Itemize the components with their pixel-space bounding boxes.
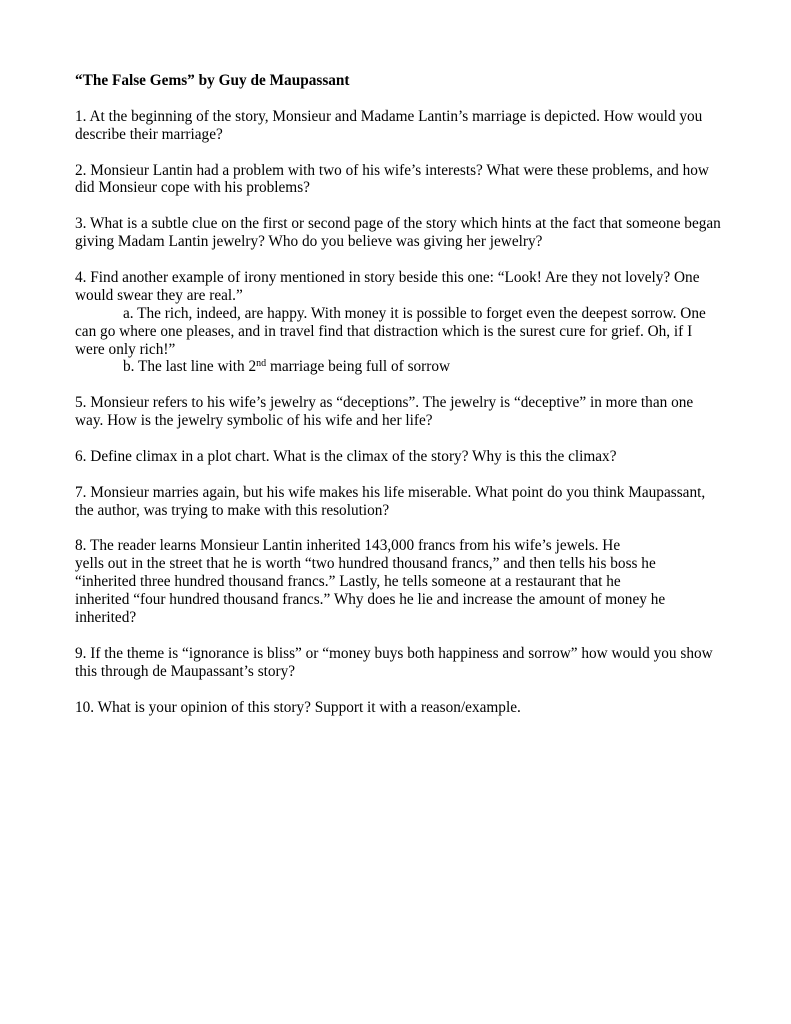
question-text: 5. Monsieur refers to his wife’s jewelry as “deceptions”. The jewelry is “deceptive” in more than one way. How is the jewelry symbolic of his wife and her life? — [75, 394, 694, 430]
question-5 — [75, 394, 725, 430]
document-page — [75, 72, 725, 734]
question-text: 7. Monsieur marries again, but his wife makes his life miserable. What point do you think Maupassant, the author, was trying to make with this resolution? — [75, 483, 706, 519]
question-4-subitem-b — [75, 358, 725, 376]
question-text: 3. What is a subtle clue on the first or second page of the story which hints at the fact that someone began giving Madam Lantin jewelry? Who do you believe was giving her jewelry? — [75, 215, 721, 251]
question-8-line: “inherited three hundred thousand francs.” Lastly, he tells someone at a restaurant that he — [75, 573, 621, 591]
question-8-line: inherited? — [75, 609, 137, 627]
question-3 — [75, 215, 725, 251]
question-4-subitem-a: a. The rich, indeed, are happy. With money it is possible to forget even the deepest sorrow. One can go where one pleases, and in travel find that distraction which is the surest cure for grief. Oh, if I were only rich!” — [75, 304, 706, 358]
question-text: 4. Find another example of irony mentioned in story beside this one: “Look! Are they not lovely? One would swear they are real.” — [75, 268, 700, 304]
question-text: 6. Define climax in a plot chart. What is the climax of the story? Why is this the climax? — [75, 447, 617, 465]
question-8 — [75, 537, 725, 627]
question-text: 2. Monsieur Lantin had a problem with two of his wife’s interests? What were these problems, and how did Monsieur cope with his problems? — [75, 161, 709, 197]
question-7 — [75, 484, 725, 520]
question-10 — [75, 699, 725, 717]
question-6 — [75, 448, 725, 466]
question-8-line: yells out in the street that he is worth “two hundred thousand francs,” and then tells his boss he — [75, 555, 656, 573]
document-title: “The False Gems” by Guy de Maupassant — [75, 72, 350, 89]
question-text: 1. At the beginning of the story, Monsieur and Madame Lantin’s marriage is depicted. How would you describe their marriage? — [75, 107, 703, 143]
subitem-b-text-rest: marriage being full of sorrow — [266, 358, 451, 376]
question-4 — [75, 269, 725, 376]
question-2 — [75, 162, 725, 198]
question-8-line: inherited “four hundred thousand francs.” Why does he lie and increase the amount of money he — [75, 591, 666, 609]
ordinal-superscript: nd — [256, 358, 267, 370]
subitem-b-text: b. The last line with 2 — [123, 358, 257, 376]
question-text: 10. What is your opinion of this story? Support it with a reason/example. — [75, 698, 521, 716]
question-1 — [75, 108, 725, 144]
question-8-line: 8. The reader learns Monsieur Lantin inherited 143,000 francs from his wife’s jewels. He — [75, 537, 621, 555]
question-text: 9. If the theme is “ignorance is bliss” or “money buys both happiness and sorrow” how would you show this through de Maupassant’s story? — [75, 644, 713, 680]
question-9 — [75, 645, 725, 681]
